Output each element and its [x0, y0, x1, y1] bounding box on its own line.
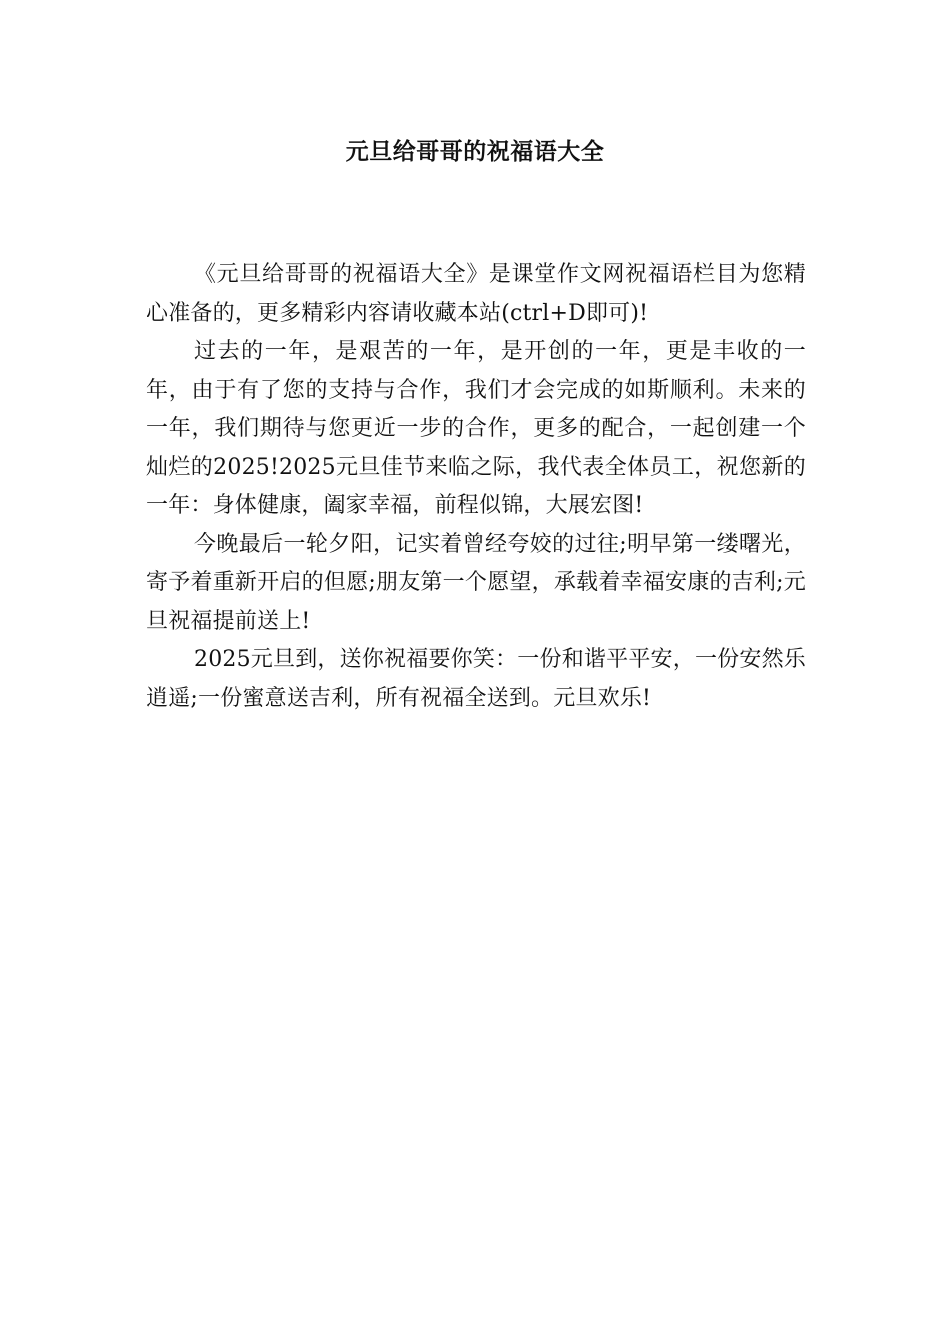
document-body [146, 256, 806, 718]
paragraph-intro: 《元旦给哥哥的祝福语大全》是课堂作文网祝福语栏目为您精心准备的，更多精彩内容请收藏本站(ctrl+D即可)! [146, 262, 806, 326]
document-title: 元旦给哥哥的祝福语大全 [345, 139, 605, 165]
paragraph-new-year-thanks: 过去的一年，是艰苦的一年，是开创的一年，更是丰收的一年，由于有了您的支持与合作，我们才会完成的如斯顺利。未来的一年，我们期待与您更近一步的合作，更多的配合，一起创建一个灿烂的2025!2025元旦佳节来临之际，我代表全体员工，祝您新的一年：身体健康，阖家幸福，前程似锦，大展宏图! [146, 339, 806, 518]
paragraph-sunset-wishes: 今晚最后一轮夕阳，记实着曾经夸姣的过往;明早第一缕曙光，寄予着重新开启的但愿;朋友第一个愿望，承载着幸福安康的吉利;元旦祝福提前送上! [146, 531, 806, 634]
paragraph-new-year-greeting: 2025元旦到，送你祝福要你笑：一份和谐平平安，一份安然乐逍遥;一份蜜意送吉利，所有祝福全送到。元旦欢乐! [146, 647, 806, 711]
